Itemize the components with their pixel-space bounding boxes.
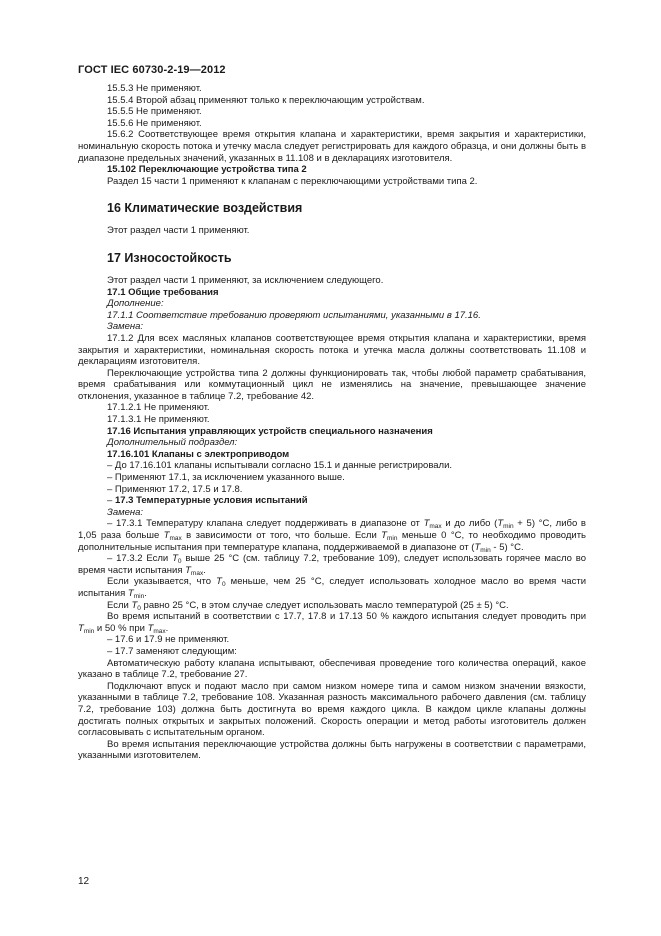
- page-number: 12: [78, 876, 90, 887]
- additional-subsection-label: Дополнительный подраздел:: [107, 437, 238, 449]
- spacer: [78, 237, 586, 251]
- clause-17-3-test-split: Во время испытаний в соответствии с 17.7, 17.8 и 17.13 50 % каждого испытания следует проводить при $T_{min}$ и 50 % при $T_{max}$.: [78, 611, 586, 635]
- document-body: [78, 83, 586, 762]
- clause-17-1-2-type2: Переключающие устройства типа 2 должны функционировать так, чтобы любой параметр срабатывания, время срабатывания или коммутационный цикл не изменялись на значение, превышающее значение отклонения, указанное в таблице 7.2, требование 42.: [78, 367, 586, 402]
- replacement-label: Замена:: [107, 506, 144, 518]
- section-16-title: 16 Климатические воздействия: [107, 201, 303, 216]
- clause-15-5-5: 15.5.5 Не применяют.: [107, 106, 202, 118]
- list-item: – 17.6 и 17.9 не применяют.: [107, 634, 230, 646]
- clause-15-102-heading: 15.102 Переключающие устройства типа 2: [107, 164, 307, 176]
- clause-17-7-load: Во время испытания переключающие устройства должны быть нагружены в соответствии с параметрами, указанными изготовителем.: [78, 738, 586, 762]
- spacer: [78, 187, 586, 201]
- addition-label: Дополнение:: [107, 298, 164, 310]
- list-item: – До 17.16.101 клапаны испытывали согласно 15.1 и данные регистрировали.: [107, 460, 453, 472]
- clause-17-3-2-cold: Если указывается, что $T_0$ меньше, чем 25 °С, следует использовать холодное масло во время части испытания $T_{min}$.: [78, 576, 587, 600]
- clause-17-3-2: – 17.3.2 Если $T_0$ выше 25 °С (см. таблицу 7.2, требование 109), следует использовать горячее масло во время части испытания $T_{max}$.: [78, 553, 586, 577]
- clause-17-7-auto: Автоматическую работу клапана испытывают, обеспечивая проведение того количества операций, какое указано в таблице 7.2, требование 27.: [78, 657, 586, 681]
- list-item: – 17.7 заменяют следующим:: [107, 645, 237, 657]
- clause-15-102-text: Раздел 15 части 1 применяют к клапанам с переключающими устройствами типа 2.: [107, 175, 478, 187]
- clause-17-1-1: 17.1.1 Соответствие требованию проверяют испытаниями, указанными в 17.16.: [107, 309, 481, 321]
- clause-15-5-6: 15.5.6 Не применяют.: [107, 117, 202, 129]
- clause-17-16-heading: 17.16 Испытания управляющих устройств специального назначения: [107, 425, 433, 437]
- clause-17-16-101-heading: 17.16.101 Клапаны с электроприводом: [107, 448, 290, 460]
- replacement-label: Замена:: [107, 321, 144, 333]
- section-17-intro: Этот раздел части 1 применяют, за исключением следующего.: [107, 274, 384, 286]
- clause-17-3-2-equal: Если $T_0$ равно 25 °С, в этом случае следует использовать масло температурой (25 ± 5) °С.: [107, 599, 509, 612]
- clause-15-6-2: 15.6.2 Соответствующее время открытия клапана и характеристики, время закрытия и характеристики, номинальную скорость потока и утечку масла следует регистрировать для каждого образца, и они должны быть в диапазоне предельных значений, указанных в 11.108 и в декларациях изготовителя.: [78, 129, 586, 164]
- standard-header: ГОСТ IEC 60730-2-19—2012: [78, 64, 226, 76]
- spacer: [78, 216, 586, 225]
- spacer: [78, 266, 586, 275]
- clause-17-3-heading: – 17.3 Температурные условия испытаний: [107, 495, 308, 507]
- section-16-text: Этот раздел части 1 применяют.: [107, 225, 250, 237]
- clause-17-1-2: 17.1.2 Для всех масляных клапанов соответствующее время открытия клапана и характеристики, время закрытия и характеристики, номинальная скорость потока и утечка масла должны соответствовать 11.108 и декларациям изготовителя.: [78, 332, 586, 368]
- clause-17-3-1: – 17.3.1 Температуру клапана следует поддерживать в диапазоне от $T_{max}$ и до либо $(T_{min} + 5)$ °С, либо в 1,05 раза больше $T_{max}$ в зависимости от того, что больше. Если $T_{min}$ меньше 0 °С, то необходимо проводить дополнительные испытания при температуре клапана, поддерживаемой в диапазоне от $(T_{min} - 5)$ °С.: [78, 518, 587, 554]
- list-item: – Применяют 17.1, за исключением указанного выше.: [107, 472, 345, 484]
- clause-17-1-2-1: 17.1.2.1 Не применяют.: [107, 402, 210, 414]
- list-item: – Применяют 17.2, 17.5 и 17.8.: [107, 483, 243, 495]
- clause-17-7-connect: Подключают впуск и подают масло при самом низком номере типа и самом низком значении вязкости, указанными в таблице 7.2, требование 108. Указанная разность максимального рабочего давления (см. таблицу 7.2, требование 103) должна быть достигнута во время каждого цикла. В каждом цикле клапаны должны достигать полных открытых и закрытых положений. Скорость операции и метод работы изготовитель должен согласовывать с испытательным органом.: [78, 680, 586, 739]
- clause-17-1-3-1: 17.1.3.1 Не применяют.: [107, 414, 210, 426]
- clause-17-1-heading: 17.1 Общие требования: [107, 286, 219, 298]
- clause-15-5-3: 15.5.3 Не применяют.: [107, 83, 202, 94]
- clause-15-5-4: 15.5.4 Второй абзац применяют только к переключающим устройствам.: [107, 94, 425, 106]
- section-17-title: 17 Износостойкость: [107, 250, 232, 265]
